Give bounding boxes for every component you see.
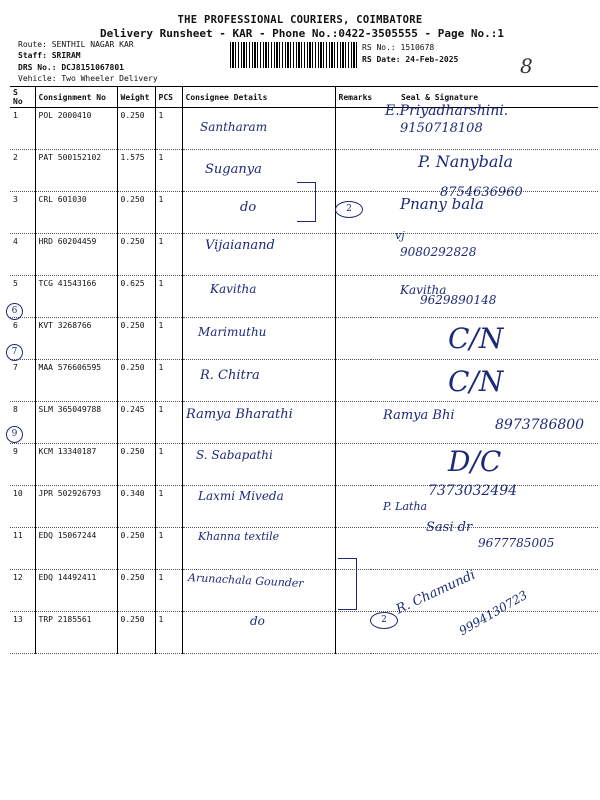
rs-date: RS Date: 24-Feb-2025 [362, 55, 459, 64]
group-circle-2: 2 [370, 612, 398, 629]
row-pcs: 1 [155, 444, 182, 486]
row-remarks [335, 486, 371, 528]
handwritten-signature: 7373032494 [428, 483, 518, 499]
row-pcs: 1 [155, 276, 182, 318]
handwritten-consignee: Arunachala Gounder [187, 570, 304, 591]
handwritten-consignee: Khanna textile [198, 530, 280, 543]
handwritten-signature: vj [395, 229, 405, 242]
handwritten-signature: E.Priyadharshini. [385, 103, 509, 119]
row-pcs: 1 [155, 486, 182, 528]
table-row [10, 360, 598, 402]
handwritten-phone: 8754636960 [440, 185, 523, 200]
handwritten-signature: Kavitha [400, 283, 447, 297]
row-remarks [335, 108, 371, 150]
row-consignment-no: PAT 500152102 [35, 150, 117, 192]
col-pcs: PCS [155, 87, 182, 108]
staff: Staff: SRIRAM [18, 51, 81, 60]
row-pcs: 1 [155, 570, 182, 612]
handwritten-phone: 9677785005 [478, 536, 555, 550]
handwritten-consignee: Ramya Bharathi [186, 407, 293, 422]
col-weight: Weight [117, 87, 155, 108]
row-consignment-no: CRL 601030 [35, 192, 117, 234]
row-weight: 0.625 [117, 276, 155, 318]
drs-number: DRS No.: DCJ8151067801 [18, 63, 124, 72]
row-consignment-no: EDQ 14492411 [35, 570, 117, 612]
row-pcs: 1 [155, 150, 182, 192]
row-sno: 5 [10, 276, 35, 318]
row-weight: 0.250 [117, 612, 155, 654]
group-circle-1: 2 [335, 201, 363, 218]
row-pcs: 1 [155, 318, 182, 360]
handwritten-consignee: Laxmi Miveda [198, 489, 284, 503]
table-row [10, 444, 598, 486]
handwritten-consignee: S. Sabapathi [196, 448, 273, 462]
row-weight: 0.250 [117, 444, 155, 486]
row-sno: 2 [10, 150, 35, 192]
row-consignment-no: KVT 3268766 [35, 318, 117, 360]
row-weight: 0.250 [117, 360, 155, 402]
row-mark-circle: 6 [6, 303, 23, 320]
handwritten-consignee: Kavitha [210, 282, 257, 296]
row-pcs: 1 [155, 402, 182, 444]
row-sno: 1 [10, 108, 35, 150]
barcode [230, 42, 358, 68]
handwritten-phone: 9629890148 [420, 293, 497, 307]
row-consignment-no: EDQ 15067244 [35, 528, 117, 570]
col-sno: S No [10, 87, 35, 108]
runsheet-title: Delivery Runsheet - KAR - Phone No.:0422-3505555 - Page No.:1 [100, 27, 504, 40]
row-remarks [335, 234, 371, 276]
row-sno: 13 [10, 612, 35, 654]
row-consignment-no: TCG 41543166 [35, 276, 117, 318]
row-mark-circle: 7 [6, 344, 23, 361]
row-consignment-no: JPR 502926793 [35, 486, 117, 528]
row-consignment-no: KCM 13340187 [35, 444, 117, 486]
row-sno: 4 [10, 234, 35, 276]
bracket-mark-2 [338, 558, 357, 610]
handwritten-phone: 9150718108 [400, 121, 483, 136]
row-remarks [335, 360, 371, 402]
table-row [10, 234, 598, 276]
row-weight: 0.250 [117, 570, 155, 612]
row-pcs: 1 [155, 612, 182, 654]
handwritten-signature: Ramya Bhi [383, 408, 455, 423]
handwritten-consignee: do [240, 200, 257, 215]
row-pcs: 1 [155, 192, 182, 234]
row-consignee [182, 276, 335, 318]
row-pcs: 1 [155, 108, 182, 150]
company-name: THE PROFESSIONAL COURIERS, COIMBATORE [177, 14, 423, 26]
row-remarks [335, 150, 371, 192]
handwritten-signature: D/C [448, 445, 502, 478]
row-sno: 9 [10, 444, 35, 486]
row-sno: 8 [10, 402, 35, 444]
row-remarks [335, 318, 371, 360]
row-consignment-no: MAA 576606595 [35, 360, 117, 402]
row-remarks [335, 444, 371, 486]
col-signature: Seal & Signature [371, 87, 598, 108]
handwritten-phone: 9080292828 [400, 245, 477, 259]
row-pcs: 1 [155, 234, 182, 276]
row-remarks [335, 276, 371, 318]
handwritten-phone: P. Latha [383, 500, 428, 513]
vehicle: Vehicle: Two Wheeler Delivery [18, 74, 158, 83]
row-sno: 10 [10, 486, 35, 528]
row-weight: 0.250 [117, 528, 155, 570]
row-mark-circle: 9 [6, 426, 23, 443]
handwritten-consignee: Suganya [205, 162, 262, 177]
row-consignment-no: SLM 365049788 [35, 402, 117, 444]
row-weight: 0.250 [117, 234, 155, 276]
table-row [10, 108, 598, 150]
handwritten-signature: C/N [448, 365, 504, 398]
table-row [10, 318, 598, 360]
row-remarks [335, 612, 371, 654]
handwritten-phone: 8973786800 [495, 417, 585, 433]
bracket-mark [297, 182, 316, 222]
handwritten-consignee: Vijaianand [205, 238, 275, 253]
table-header [10, 87, 598, 108]
row-sno: 3 [10, 192, 35, 234]
handwritten-consignee: R. Chitra [200, 368, 260, 383]
row-sno: 7 [10, 360, 35, 402]
route: Route: SENTHIL NAGAR KAR [18, 40, 134, 49]
row-consignment-no: POL 2000410 [35, 108, 117, 150]
handwritten-signature: R. Chamundi [393, 567, 478, 618]
row-pcs: 1 [155, 360, 182, 402]
runsheet-table [10, 86, 598, 654]
row-sno: 12 [10, 570, 35, 612]
handwritten-phone: 9994130723 [456, 587, 530, 639]
row-consignment-no: TRP 2185561 [35, 612, 117, 654]
col-consignee: Consignee Details [182, 87, 335, 108]
row-sno: 11 [10, 528, 35, 570]
table-row [10, 612, 598, 654]
row-weight: 0.245 [117, 402, 155, 444]
col-remarks: Remarks [335, 87, 371, 108]
row-consignment-no: HRD 60204459 [35, 234, 117, 276]
row-remarks [335, 402, 371, 444]
handwritten-consignee: Marimuthu [198, 325, 267, 339]
row-sno: 6 [10, 318, 35, 360]
row-weight: 1.575 [117, 150, 155, 192]
row-pcs: 1 [155, 528, 182, 570]
col-consignment: Consignment No [35, 87, 117, 108]
page-mark: 8 [520, 54, 533, 78]
handwritten-signature: Sasi dr [426, 520, 473, 535]
handwritten-signature: P. Nanybala [418, 152, 514, 171]
handwritten-signature: C/N [448, 322, 504, 355]
handwritten-consignee: Santharam [200, 120, 268, 134]
handwritten-consignee: do [250, 614, 265, 628]
handwritten-signature: Pnany bala [400, 195, 484, 213]
row-weight: 0.250 [117, 318, 155, 360]
rs-number: RS No.: 1510678 [362, 43, 435, 52]
row-weight: 0.250 [117, 192, 155, 234]
row-weight: 0.340 [117, 486, 155, 528]
row-weight: 0.250 [117, 108, 155, 150]
table-row [10, 276, 598, 318]
